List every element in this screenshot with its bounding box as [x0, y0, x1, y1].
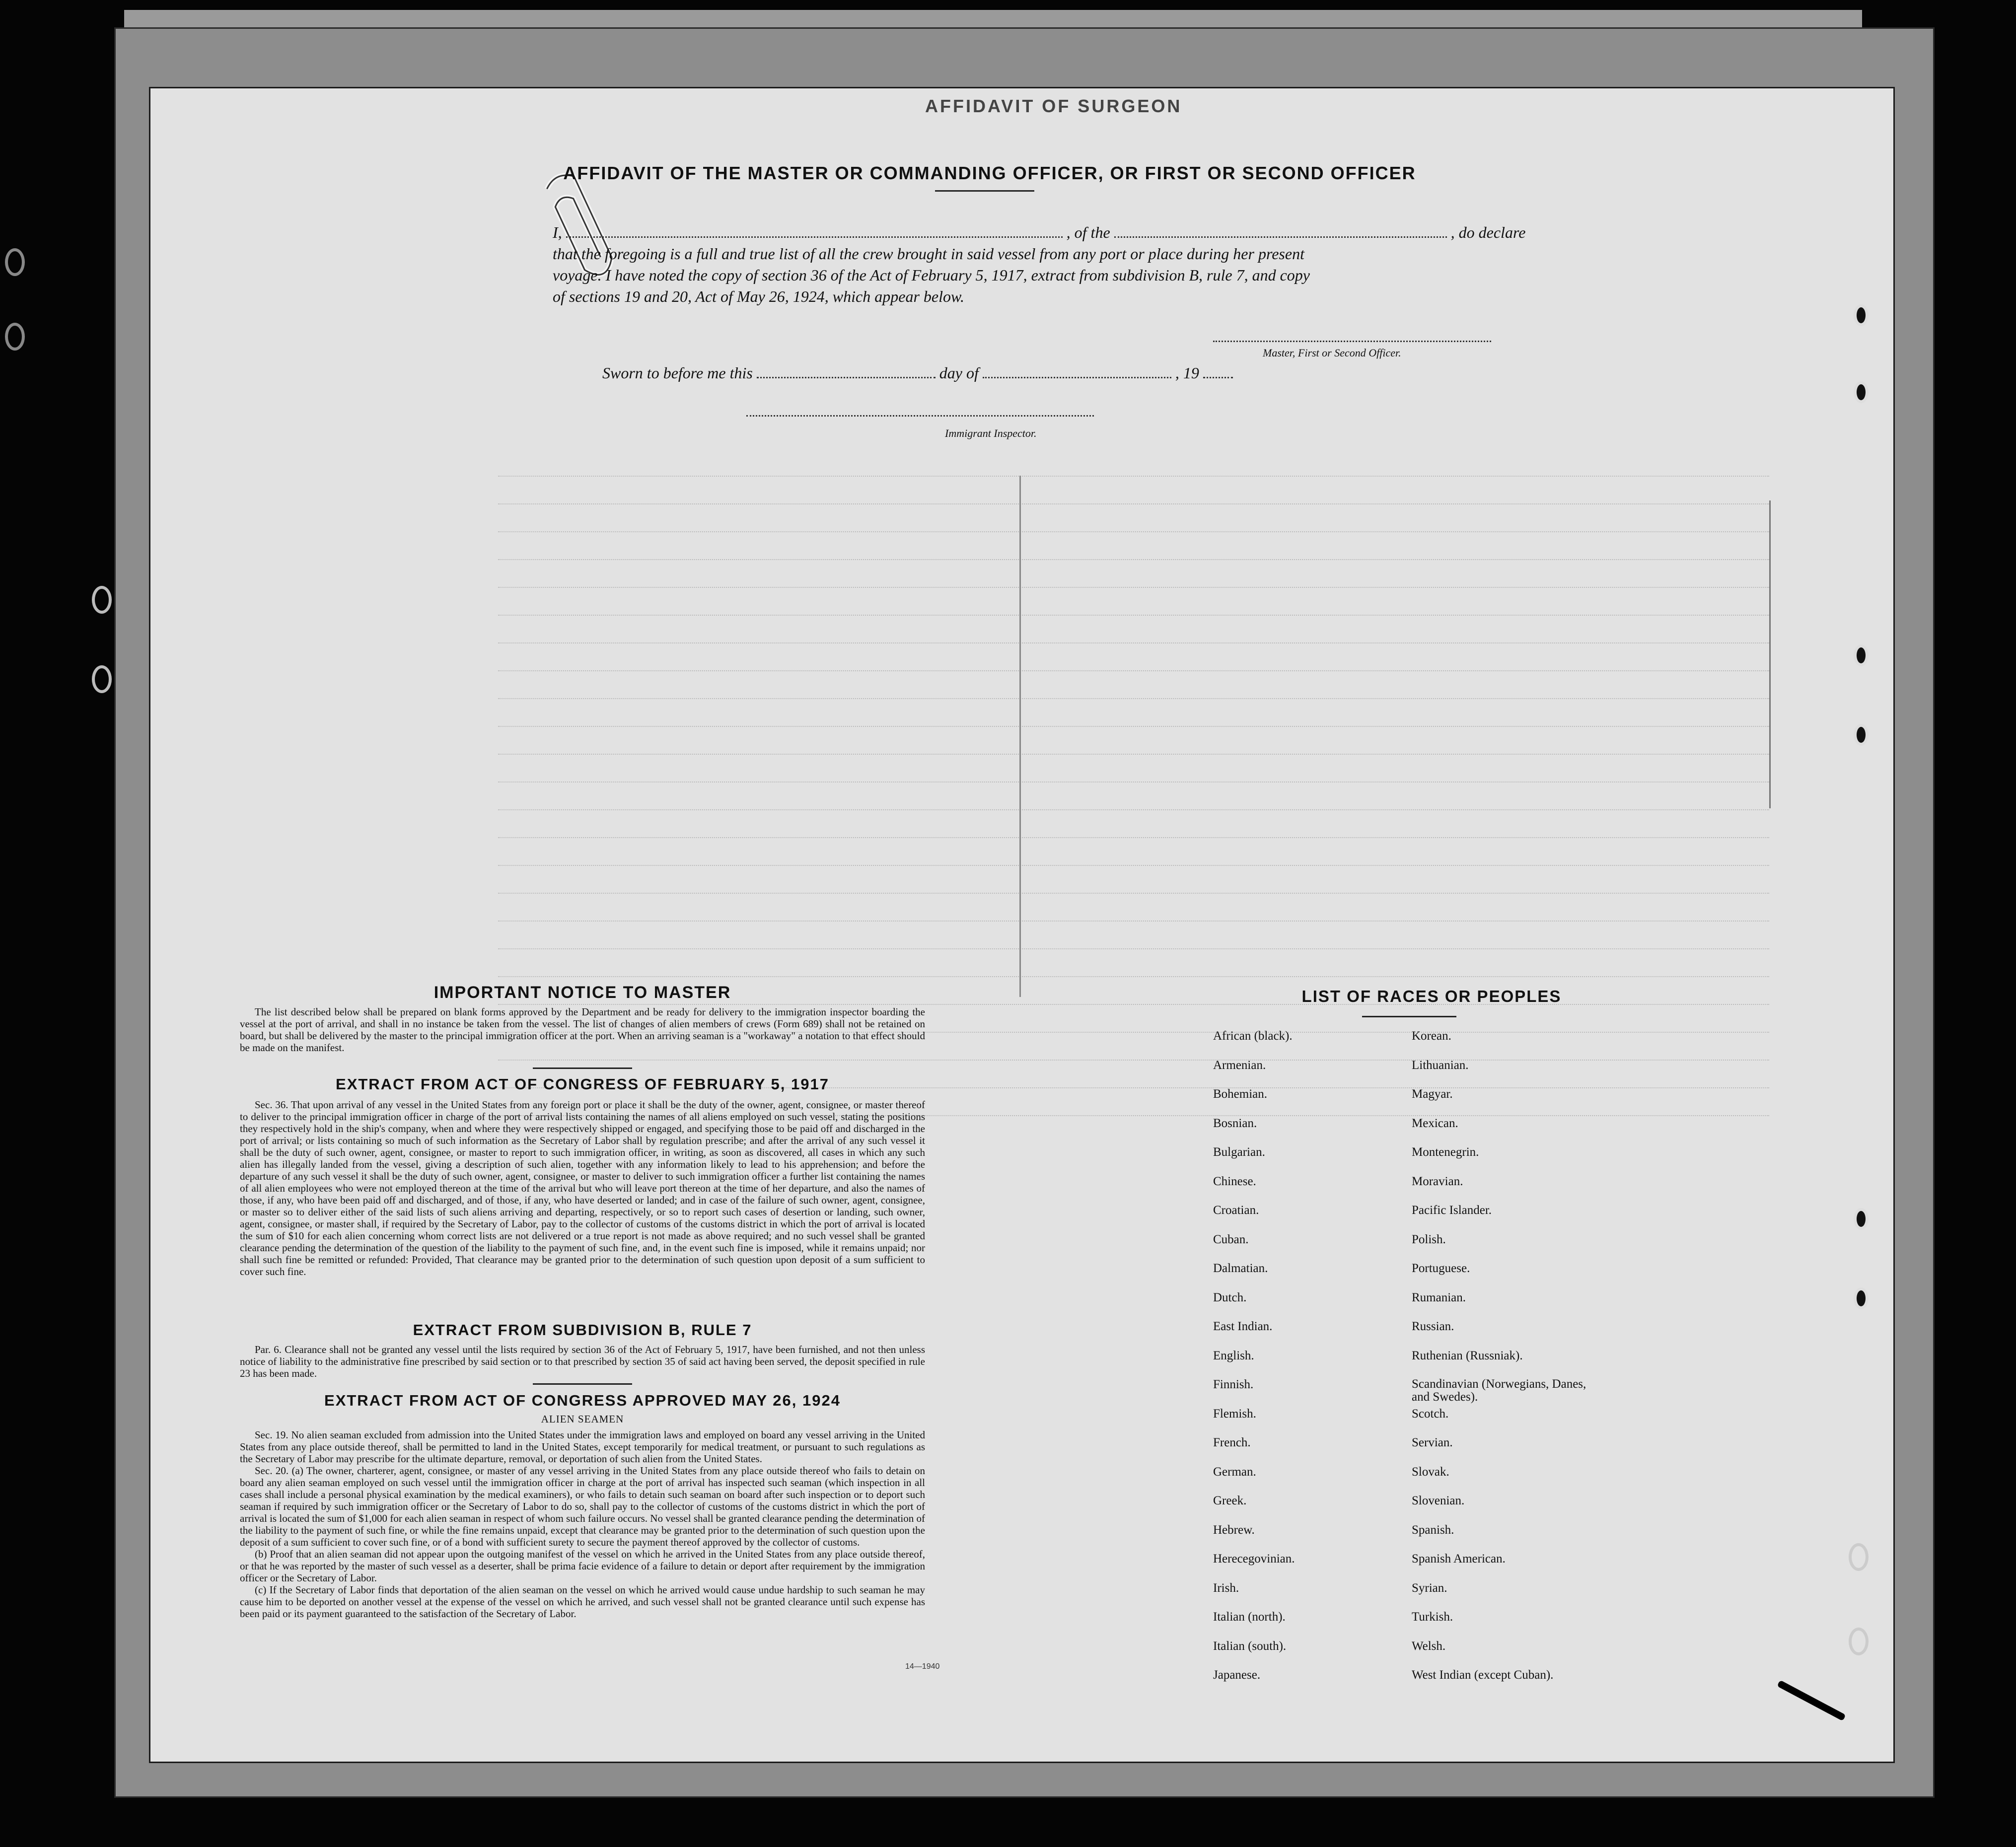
affidavit-of-the: , of the: [1066, 223, 1110, 241]
bleed-row: [498, 698, 1769, 700]
bleed-row: [498, 726, 1769, 728]
faint-column-rule: [1769, 500, 1771, 808]
form-number: 14—1940: [905, 1662, 940, 1671]
extract-rule: [533, 1383, 632, 1385]
race-item-left: Herecegovinian.: [1213, 1552, 1295, 1565]
binder-ring: [1849, 1543, 1869, 1571]
sworn-prefix: Sworn to before me this: [602, 364, 753, 382]
race-item-left: Bulgarian.: [1213, 1145, 1265, 1159]
bleed-row: [498, 837, 1769, 839]
race-item-left: English.: [1213, 1349, 1254, 1362]
section-20b-text: (b) Proof that an alien seaman did not appear upon the outgoing manifest of the vessel on which he arrived in the United States from any place outside thereof, or that he was reported by the master of such vessel as a deserter, shall be prima facie evidence of a failure to detain or deport after requirement by the immigration officer or the Secretary of Labor.: [240, 1548, 925, 1584]
notice-title: IMPORTANT NOTICE TO MASTER: [433, 983, 731, 1002]
race-item-right: Portuguese.: [1412, 1262, 1470, 1275]
race-item-left: Croatian.: [1213, 1204, 1259, 1217]
bleed-row: [498, 670, 1769, 672]
race-item-left: Hebrew.: [1213, 1523, 1255, 1537]
inspector-signature-label: Immigrant Inspector.: [945, 427, 1037, 439]
race-item-left: Italian (north).: [1213, 1610, 1286, 1624]
race-item-right: Polish.: [1412, 1233, 1446, 1246]
race-item-right: Turkish.: [1412, 1610, 1453, 1624]
race-item-right: Ruthenian (Russniak).: [1412, 1349, 1523, 1362]
extract-rule7-body: [240, 1344, 925, 1379]
bleed-row: [498, 587, 1769, 589]
race-item-right: Moravian.: [1412, 1175, 1463, 1188]
section-19-text: Sec. 19. No alien seaman excluded from admission into the United States under the immigration laws and employed on board any vessel arriving in the United States from any place outside thereof, shall be permitted to land in the United States, except temporarily for medical treatment, or pursuant to such regulations as the Secretary of Labor may prescribe for the ultimate departure, removal, or deportation of such alien from the United States.: [240, 1429, 925, 1465]
extract-1917-title: EXTRACT FROM ACT OF CONGRESS OF FEBRUARY 5, 1917: [336, 1075, 829, 1093]
race-item-right: Montenegrin.: [1412, 1145, 1479, 1159]
race-item-right: Scotch.: [1412, 1407, 1449, 1421]
race-item-right: Scandinavian (Norwegians, Danes, and Swedes).: [1412, 1377, 1586, 1404]
race-item-right: Lithuanian.: [1412, 1059, 1469, 1072]
race-item-left: Irish.: [1213, 1581, 1239, 1595]
race-item-right: Pacific Islander.: [1412, 1204, 1492, 1217]
binder-hole: [1854, 1287, 1869, 1309]
binder-hole: [1854, 1208, 1869, 1230]
race-item-left: Dutch.: [1213, 1291, 1247, 1304]
race-item-left: Finnish.: [1213, 1378, 1254, 1391]
race-item-left: German.: [1213, 1465, 1256, 1479]
binder-hole: [1854, 381, 1869, 403]
race-item-right: Korean.: [1412, 1029, 1451, 1043]
bleed-row: [498, 781, 1769, 783]
bleed-row: [498, 642, 1769, 644]
bleed-row: [498, 809, 1769, 811]
alien-seamen-subtitle: ALIEN SEAMEN: [541, 1413, 624, 1425]
affidavit-line-4: of sections 19 and 20, Act of May 26, 1924, which appear below.: [553, 287, 964, 305]
bleed-row: [498, 921, 1769, 923]
race-item-left: Dalmatian.: [1213, 1262, 1268, 1275]
races-title: LIST OF RACES OR PEOPLES: [1301, 987, 1562, 1005]
race-item-right: Welsh.: [1412, 1639, 1446, 1653]
race-item-right: Rumanian.: [1412, 1291, 1466, 1304]
race-item-right: Syrian.: [1412, 1581, 1447, 1595]
bleed-through-title: AFFIDAVIT OF SURGEON: [925, 96, 1182, 116]
race-item-left: Italian (south).: [1213, 1639, 1287, 1653]
race-item-left: Bohemian.: [1213, 1087, 1268, 1101]
bleed-row: [498, 948, 1769, 950]
edge-hole: [92, 665, 112, 693]
binder-hole: [1854, 724, 1869, 746]
race-item-right: Spanish.: [1412, 1523, 1454, 1537]
extract-1924-body: [240, 1429, 925, 1620]
extract-1917-body: [240, 1099, 925, 1278]
notice-paragraph: The list described below shall be prepared on blank forms approved by the Department and be ready for delivery to the immigration inspector boarding the vessel at the port of arrival, and shall in no instance be taken from the vessel. The list of changes of alien members of crews (Form 689) shall not be retained on board, but shall be delivered by the master to the principal immigration officer at the port. When an arriving seaman is a "workaway" a notation to that effect should be made on the manifest.: [240, 1006, 925, 1054]
binder-hole: [1854, 304, 1869, 326]
notice-rule: [533, 1067, 632, 1069]
title-rule: [935, 190, 1034, 192]
race-item-right: Spanish American.: [1412, 1552, 1506, 1565]
bleed-row: [498, 531, 1769, 533]
section-20a-text: Sec. 20. (a) The owner, charterer, agent, consignee, or master of any vessel arriving in the United States from any place outside thereof who fails to detain on board any alien seaman employed on such vessel until the immigration officer in charge at the port of arrival has inspected such seaman (which inspection in all cases shall include a personal physical examination by the medical examiners), or who fails to detain such seaman on board after such inspection or to deport such seaman if required by such immigration officer or the Secretary of Labor to do so, shall pay to the collector of customs of the customs district in which the port of arrival is located the sum of $1,000 for each alien seaman in respect of whom such failure occurs. No vessel shall be granted clearance pending the determination of the liability to the payment of such fine, or while the fine remains unpaid, except that clearance may be granted prior to the determination of such question upon the deposit of a sum sufficient to cover such fine, or of a bond with sufficient surety to secure the payment thereof approved by the collector of customs.: [240, 1465, 925, 1548]
race-item-left: African (black).: [1213, 1029, 1293, 1043]
bleed-row: [498, 615, 1769, 617]
affidavit-line-2: that the foregoing is a full and true list of all the crew brought in said vessel from any port or place during her present: [553, 245, 1304, 263]
affidavit-line-1: [553, 223, 1525, 242]
race-item-right: Magyar.: [1412, 1087, 1453, 1101]
bleed-row: [498, 976, 1769, 978]
sworn-year: , 19: [1175, 364, 1199, 382]
extract-rule7-title: EXTRACT FROM SUBDIVISION B, RULE 7: [413, 1321, 752, 1339]
binder-hole: [1854, 644, 1869, 666]
edge-hole: [92, 586, 112, 614]
race-item-left: Cuban.: [1213, 1233, 1249, 1246]
master-signature-label: Master, First or Second Officer.: [1263, 347, 1401, 359]
races-list: [1213, 1029, 1759, 1690]
race-item-right: West Indian (except Cuban).: [1412, 1668, 1554, 1682]
affidavit-page: [149, 87, 1895, 1763]
bleed-row: [498, 503, 1769, 505]
race-item-left: Japanese.: [1213, 1668, 1261, 1682]
race-item-left: Chinese.: [1213, 1175, 1256, 1188]
ink-mark: [1777, 1680, 1846, 1721]
bleed-row: [498, 865, 1769, 867]
affidavit-line-3: voyage. I have noted the copy of section 36 of the Act of February 5, 1917, extract from subdivision B, rule 7, and copy: [553, 266, 1310, 284]
race-item-left: Flemish.: [1213, 1407, 1256, 1421]
paragraph-6-text: Par. 6. Clearance shall not be granted any vessel until the lists required by section 36 of the Act of February 5, 1917, have been furnished, and not then unless notice of liability to the administrative fine prescribed by said section or to that prescribed by section 35 of said act having been served, the deposit specified in rule 23 has been made.: [240, 1344, 925, 1379]
affidavit-do-declare: , do declare: [1450, 223, 1526, 241]
notice-body: [240, 1006, 925, 1054]
name-blank-field[interactable]: [566, 224, 1063, 238]
races-rule: [1362, 1016, 1456, 1017]
section-36-text: Sec. 36. That upon arrival of any vessel in the United States from any foreign port or place it shall be the duty of the owner, agent, consignee, or master thereof to deliver to the principal immigration officer in charge of the port of arrival lists containing the names of all aliens employed on such vessel, stating the positions they respectively hold in the ship's company, when and where they were respectively shipped or engaged, and specifying those to be paid off and discharged in the port of arrival; or lists containing so much of such information as the Secretary of Labor shall by regulation prescribe; and after the arrival of any such vessel it shall be the duty of such owner, agent, consignee, or master to report to such immigration officer, in writing, as soon as discovered, all cases in which any such alien has illegally landed from the vessel, giving a description of such alien, together with any information likely to lead to his apprehension; and before the departure of any such vessel it shall be the duty of such owner, agent, consignee, or master to deliver to such immigration officer a further list containing the names of all alien employees who were not employed thereon at the time of the arrival but who will leave port thereon at the time of her departure, and also the names of those, if any, who have been paid off and discharged, and of those, if any, who have deserted or landed; and in case of the failure of such owner, agent, consignee, or master so to deliver either of the said lists of such aliens arriving and departing, respectively, or so to report such cases of desertion or landing, such owner, agent, consignee, or master shall, if required by the Secretary of Labor, pay to the collector of customs of the customs district in which the port of arrival is located the sum of $10 for each alien concerning whom correct lists are not delivered or a true report is not made as above required; and no such vessel shall be granted clearance pending the determination of the question of the liability to the payment of such fine, and, in the event such fine is imposed, while it remains unpaid; nor shall such fine be remitted or refunded: Provided, That clearance may be granted prior to the determination of such question upon deposit of a sum sufficient to cover such fine.: [240, 1099, 925, 1278]
sworn-line: [602, 364, 1233, 382]
race-item-left: Armenian.: [1213, 1059, 1266, 1072]
race-item-right: Russian.: [1412, 1320, 1454, 1333]
bleed-row: [498, 754, 1769, 756]
sworn-day-of: day of: [939, 364, 979, 382]
edge-hole: [5, 248, 25, 276]
race-item-left: East Indian.: [1213, 1320, 1273, 1333]
sworn-day-field[interactable]: [757, 365, 936, 378]
bleed-row: [498, 476, 1769, 478]
race-item-left: Bosnian.: [1213, 1117, 1257, 1130]
sworn-year-field[interactable]: [1203, 365, 1233, 378]
affidavit-title: AFFIDAVIT OF THE MASTER OR COMMANDING OFFICER, OR FIRST OR SECOND OFFICER: [563, 163, 1416, 183]
master-signature-line[interactable]: [1213, 341, 1491, 342]
inspector-signature-line[interactable]: [746, 415, 1094, 417]
vessel-blank-field[interactable]: [1114, 224, 1447, 238]
extract-1924-title: EXTRACT FROM ACT OF CONGRESS APPROVED MAY 26, 1924: [324, 1392, 841, 1409]
race-item-right: Slovenian.: [1412, 1494, 1465, 1507]
race-item-left: Greek.: [1213, 1494, 1247, 1507]
bleed-row: [498, 559, 1769, 561]
race-item-right: Mexican.: [1412, 1117, 1458, 1130]
affidavit-i: I,: [553, 223, 562, 241]
sworn-month-field[interactable]: [983, 365, 1171, 378]
bleed-row: [498, 893, 1769, 895]
binder-ring: [1849, 1628, 1869, 1655]
edge-hole: [5, 323, 25, 351]
faint-column-rule: [1019, 476, 1021, 997]
section-20c-text: (c) If the Secretary of Labor finds that deportation of the alien seaman on the vessel on which he arrived would cause undue hardship to such seaman he may cause him to be deported on another vessel at the expense of the vessel on which he arrived, and such vessel shall not be granted clearance until such expense has been paid or its payment guaranteed to the satisfaction of the Secretary of Labor.: [240, 1584, 925, 1620]
race-item-left: French.: [1213, 1436, 1251, 1449]
race-item-right: Slovak.: [1412, 1465, 1449, 1479]
race-item-right: Servian.: [1412, 1436, 1453, 1449]
